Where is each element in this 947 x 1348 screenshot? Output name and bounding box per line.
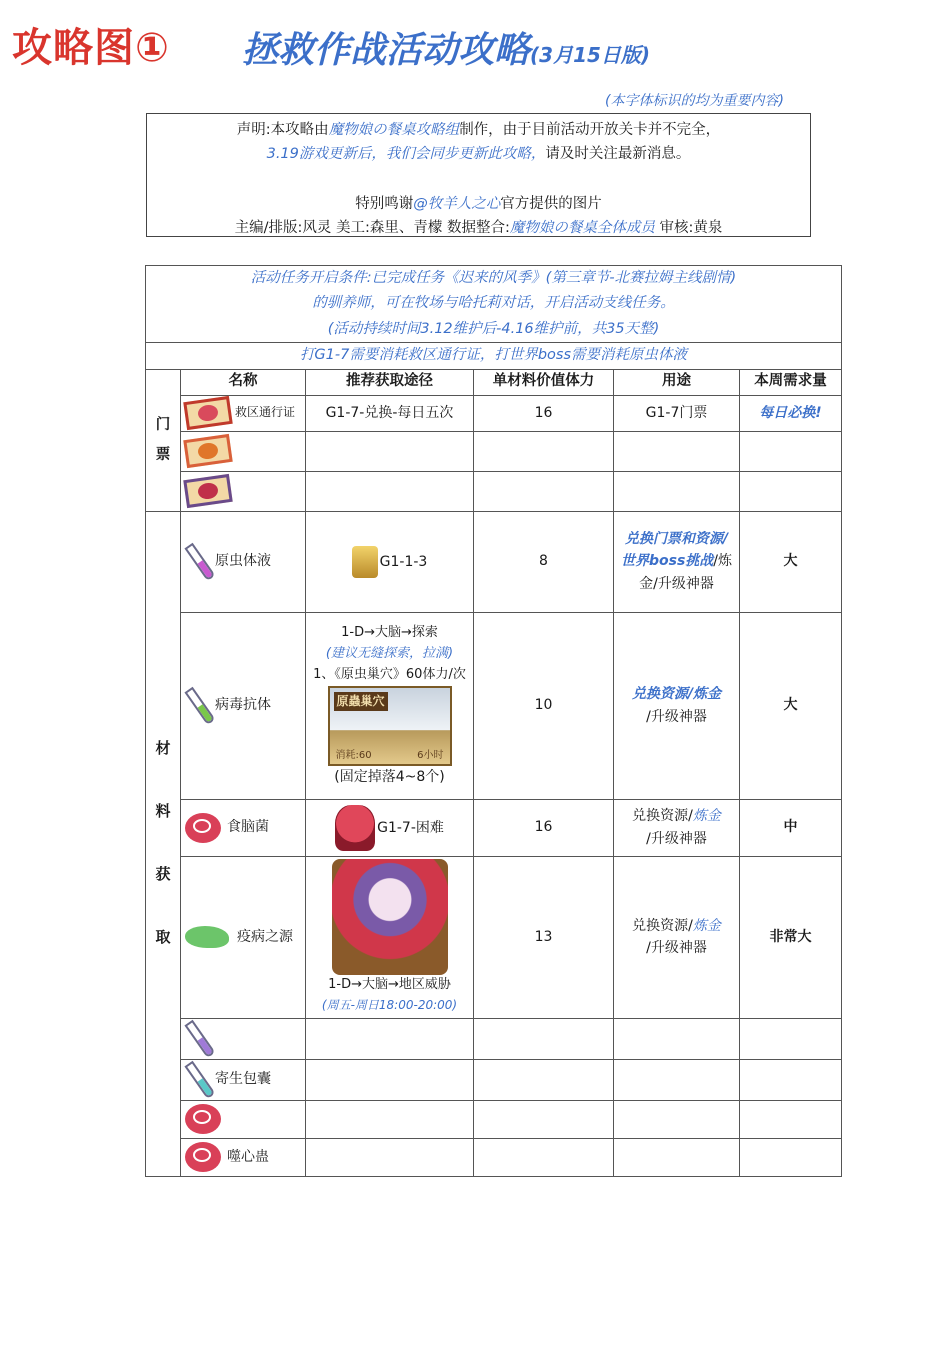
table-row: 寄生包囊 bbox=[146, 1059, 842, 1100]
section-materials: 材 料 获 取 bbox=[146, 511, 181, 1176]
brain-fungus-icon bbox=[185, 813, 221, 843]
ticket-icon bbox=[183, 434, 232, 468]
header-route: 推荐获取途径 bbox=[306, 369, 474, 395]
header-demand: 本周需求量 bbox=[740, 369, 842, 395]
table-row bbox=[146, 1100, 842, 1138]
table-row bbox=[146, 1018, 842, 1059]
section-tickets: 门 票 bbox=[146, 369, 181, 511]
header-use: 用途 bbox=[614, 369, 740, 395]
microbe-icon bbox=[185, 1104, 221, 1134]
cave-stage-image: 原蟲巢穴 消耗:60 6小时 bbox=[328, 686, 452, 766]
guide-table bbox=[145, 265, 842, 1177]
boss-icon bbox=[335, 805, 375, 851]
header-name: 名称 bbox=[181, 369, 306, 395]
world-boss-image bbox=[332, 859, 448, 975]
table-row bbox=[146, 431, 842, 471]
table-row: 食脑菌 G1-7-困难 16 兑换资源/炼金 /升级神器 中 bbox=[146, 799, 842, 856]
table-row: 救区通行证 G1-7-兑换-每日五次 16 G1-7门票 每日必换! bbox=[146, 395, 842, 431]
title-prefix: 攻略图① bbox=[12, 25, 170, 71]
statement-box: 声明:本攻略由魔物娘の餐桌攻略组制作，由于目前活动开放关卡并不完全， 3.19游戏更新后，我们会同步更新此攻略，请及时关注最新消息。 特别鸣谢@牧羊人之心官方提供的图片 主编/排版:风灵 美工:森里、青檬 数据整合:魔物娘の餐桌全体成员 审核:黄泉 bbox=[146, 113, 811, 237]
table-row: 疫病之源 1-D→大脑→地区威胁 (周五-周日18:00-20:00) 13 兑换资源/炼金 /升级神器 非常大 bbox=[146, 856, 842, 1018]
title-version: (3月15日版) bbox=[530, 43, 651, 67]
heart-parasite-icon bbox=[185, 1142, 221, 1172]
legend-note: (本字体标识的均为重要内容) bbox=[605, 93, 784, 109]
table-header bbox=[146, 369, 842, 395]
ticket-icon bbox=[183, 474, 232, 508]
table-row: 材 料 获 取 原虫体液 G1-1-3 8 兑换门票和资源/世界boss挑战/炼金/升级神器 大 bbox=[146, 511, 842, 612]
cyst-vial-icon bbox=[184, 1060, 215, 1099]
conditions-box: 活动任务开启条件:已完成任务《迟来的风季》(第三章节-北赛拉姆主线剧情) 的驯养师，可在牧场与哈托莉对话，开启活动支线任务。 (活动持续时间3.12维护后-4.16维护前，共35天整) bbox=[146, 266, 842, 343]
header-cost: 单材料价值体力 bbox=[474, 369, 614, 395]
table-row: 噬心蛊 bbox=[146, 1138, 842, 1176]
plague-source-icon bbox=[185, 926, 229, 948]
antibody-vial-icon bbox=[184, 686, 215, 725]
table-row: 病毒抗体 1-D→大脑→探索 (建议无缝探索，拉满) 1、《原虫巢穴》60体力/次 原蟲巢穴 消耗:60 6小时 (固定掉落4~8个) 10 兑换资源/炼金 /升级神器 大 bbox=[146, 612, 842, 799]
stage-icon bbox=[352, 546, 378, 578]
table-row bbox=[146, 471, 842, 511]
conditions-cost-note: 打G1-7需要消耗救区通行证，打世界boss需要消耗原虫体液 bbox=[146, 343, 842, 369]
fluid-vial-icon bbox=[184, 542, 215, 581]
vial-icon bbox=[184, 1019, 215, 1058]
ticket-icon bbox=[183, 396, 232, 430]
page-title: 拯救作战活动攻略(3月15日版) bbox=[242, 30, 651, 71]
